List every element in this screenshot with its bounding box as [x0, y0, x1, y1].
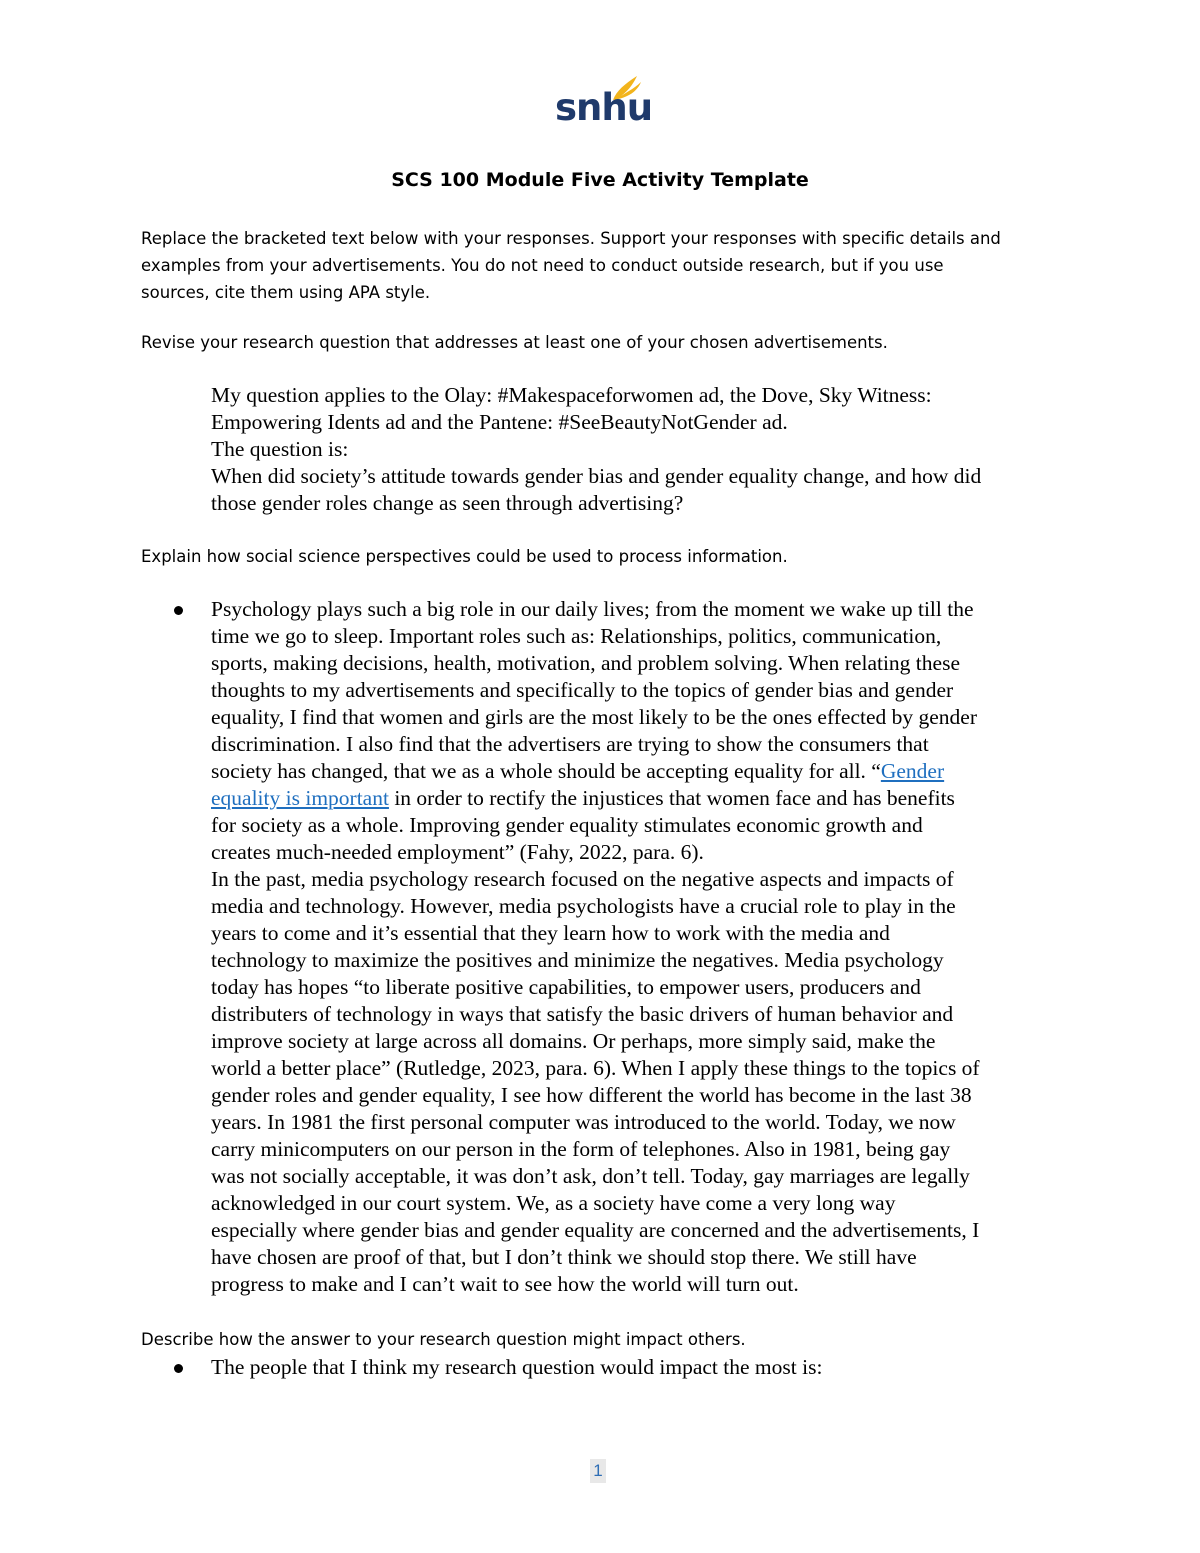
bullet-social-science — [211, 596, 1071, 1298]
paragraph-line — [211, 758, 1071, 785]
paragraph-line: years to come and it’s essential that they learn how to work with the media and — [211, 921, 890, 945]
paragraph-line: world a better place” (Rutledge, 2023, para. 6). When I apply these things to the topics of — [211, 1056, 980, 1080]
instructions-line: sources, cite them using APA style. — [141, 283, 431, 302]
paragraph-line: today has hopes “to liberate positive capabilities, to empower users, producers and — [211, 975, 921, 999]
page-number: 1 — [590, 1459, 606, 1483]
bullet-icon — [174, 606, 183, 615]
answer-line: When did society’s attitude towards gender bias and gender equality change, and how did — [211, 464, 982, 488]
paragraph-line: discrimination. I also find that the advertisers are trying to show the consumers that — [211, 732, 929, 756]
paragraph-line: years. In 1981 the first personal computer was introduced to the world. Today, we now — [211, 1110, 956, 1134]
paragraph-line: was not socially acceptable, it was don’t ask, don’t tell. Today, gay marriages are legally — [211, 1164, 970, 1188]
paragraph-line: carry minicomputers on our person in the form of telephones. Also in 1981, being gay — [211, 1137, 951, 1161]
paragraph-line: especially where gender bias and gender equality are concerned and the advertisements, I — [211, 1218, 980, 1242]
paragraph-line: progress to make and I can’t wait to see how the world will turn out. — [211, 1272, 799, 1296]
paragraph-line: media and technology. However, media psychologists have a crucial role to play in the — [211, 894, 956, 918]
paragraph-line: have chosen are proof of that, but I don’t think we should stop there. We still have — [211, 1245, 917, 1269]
answer-line: those gender roles change as seen through advertising? — [211, 491, 684, 515]
link-line-suffix: in order to rectify the injustices that women face and has benefits — [388, 786, 955, 810]
bullet-icon — [174, 1364, 183, 1373]
instructions-line: Replace the bracketed text below with your responses. Support your responses with specific details and — [141, 229, 1001, 248]
paragraph-line: improve society at large across all domains. Or perhaps, more simply said, make the — [211, 1029, 936, 1053]
answer-research-question — [211, 382, 1071, 517]
page-title: SCS 100 Module Five Activity Template — [391, 169, 809, 191]
paragraph-line: distributers of technology in ways that satisfy the basic drivers of human behavior and — [211, 1002, 954, 1026]
paragraph-line: The people that I think my research question would impact the most is: — [211, 1355, 823, 1379]
paragraph-line: for society as a whole. Improving gender equality stimulates economic growth and — [211, 813, 923, 837]
paragraph-line: time we go to sleep. Important roles such as: Relationships, politics, communication, — [211, 624, 942, 648]
paragraph-line: sports, making decisions, health, motivation, and problem solving. When relating these — [211, 651, 960, 675]
paragraph-line: creates much-needed employment” (Fahy, 2022, para. 6). — [211, 840, 704, 864]
instructions-line: examples from your advertisements. You do not need to conduct outside research, but if you use — [141, 256, 944, 275]
gender-equality-link-part2[interactable]: equality is important — [211, 786, 389, 810]
bullet-impact — [211, 1354, 1071, 1381]
paragraph-line: acknowledged in our court system. We, as a society have come a very long way — [211, 1191, 896, 1215]
paragraph-line: equality, I find that women and girls are the most likely to be the ones effected by gender — [211, 705, 978, 729]
paragraph-line: In the past, media psychology research focused on the negative aspects and impacts of — [211, 867, 954, 891]
answer-line: My question applies to the Olay: #Makespaceforwomen ad, the Dove, Sky Witness: — [211, 383, 932, 407]
snhu-logo — [555, 72, 653, 134]
paragraph-line — [211, 785, 1071, 812]
prompt-social-science: Explain how social science perspectives could be used to process information. — [141, 547, 788, 566]
answer-line: Empowering Idents ad and the Pantene: #SeeBeautyNotGender ad. — [211, 410, 788, 434]
paragraph-line: technology to maximize the positives and minimize the negatives. Media psychology — [211, 948, 944, 972]
paragraph-line: Psychology plays such a big role in our daily lives; from the moment we wake up till the — [211, 597, 974, 621]
link-line-prefix: society has changed, that we as a whole should be accepting equality for all. “ — [211, 759, 881, 783]
prompt-research-question: Revise your research question that addresses at least one of your chosen advertisements. — [141, 333, 888, 352]
instructions — [141, 225, 1081, 306]
answer-line: The question is: — [211, 437, 349, 461]
paragraph-line: gender roles and gender equality, I see how different the world has become in the last 38 — [211, 1083, 972, 1107]
logo-text: snhu — [555, 86, 653, 129]
gender-equality-link-part1[interactable]: Gender — [880, 759, 945, 783]
prompt-impact: Describe how the answer to your research question might impact others. — [141, 1330, 746, 1349]
paragraph-line: thoughts to my advertisements and specifically to the topics of gender bias and gender — [211, 678, 954, 702]
